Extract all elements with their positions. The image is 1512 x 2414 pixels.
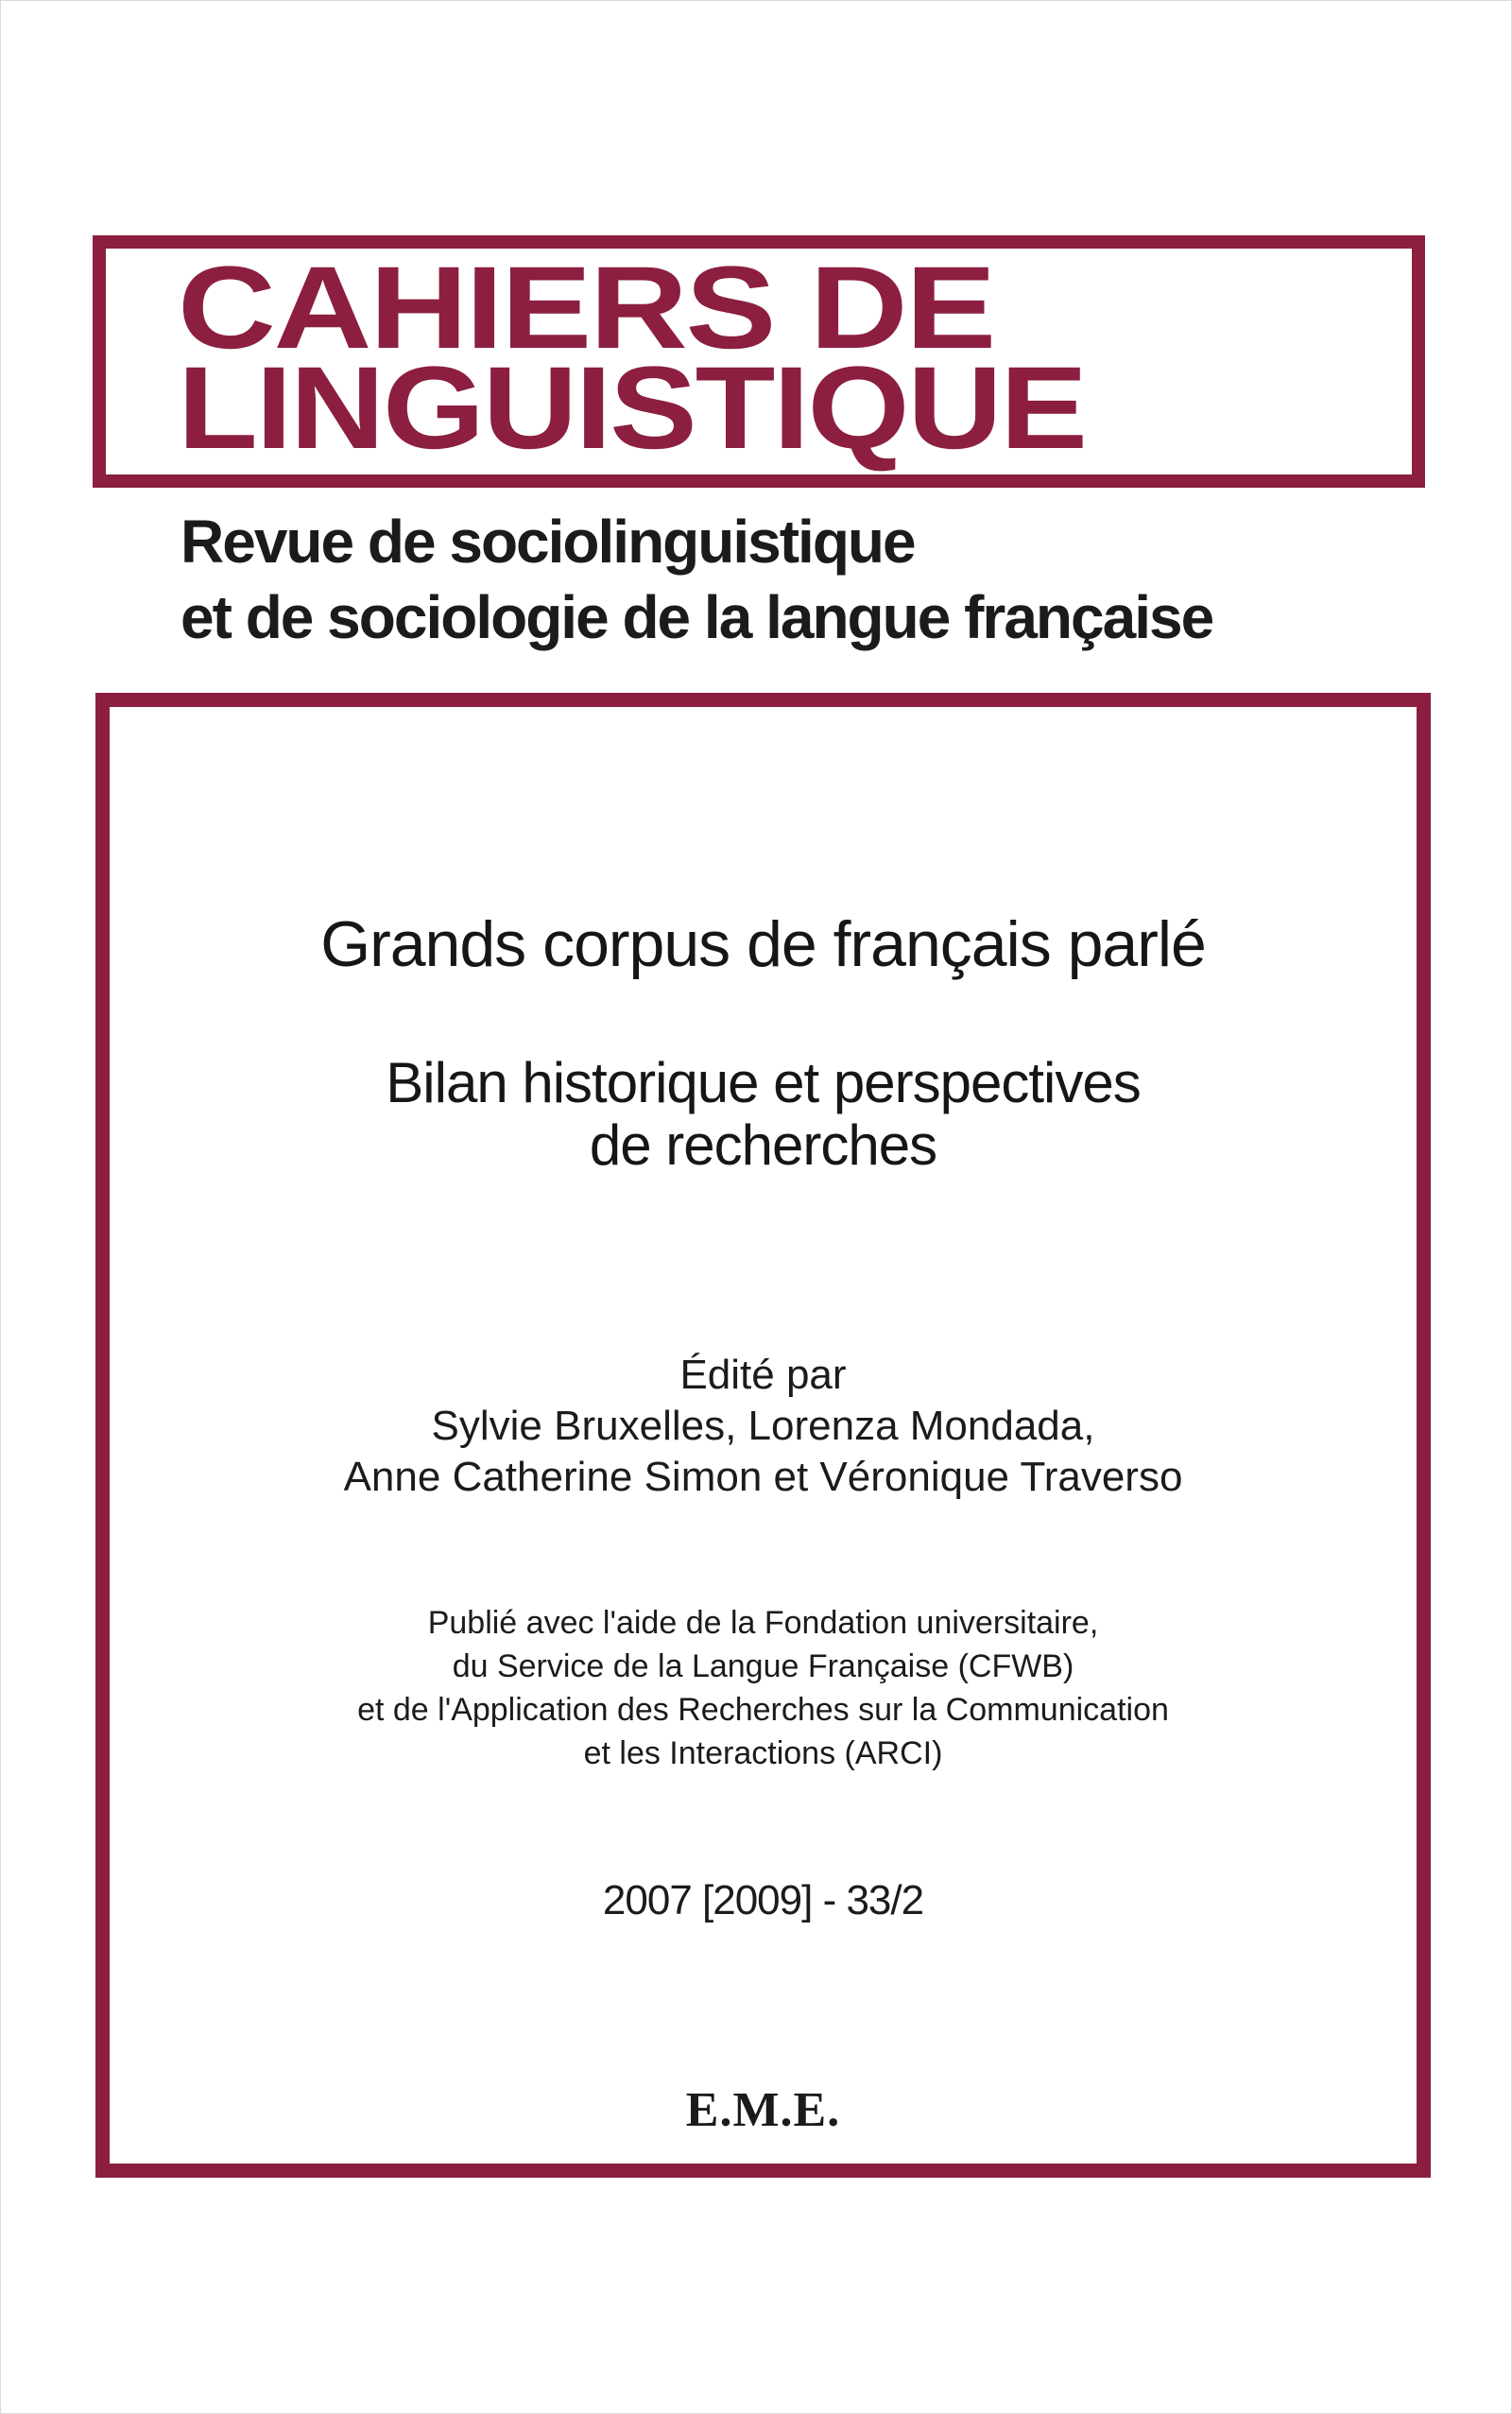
acknowledgement-line1: Publié avec l'aide de la Fondation universitaire,: [427, 1605, 1099, 1641]
issue-subtitle-line1: Bilan historique et perspectives: [386, 1051, 1141, 1114]
journal-subtitle-line1: Revue de sociolinguistique: [180, 508, 915, 576]
journal-title-line1: CAHIERS DE: [178, 243, 994, 373]
masthead-box: [93, 235, 1425, 488]
acknowledgement-line3: et de l'Application des Recherches sur la Communication: [357, 1692, 1169, 1728]
journal-title-line2: LINGUISTIQUE: [178, 343, 1086, 474]
acknowledgement-block: [110, 1601, 1417, 1775]
editors-block: [110, 1350, 1417, 1503]
journal-subtitle: [180, 504, 1212, 655]
journal-subtitle-line2: et de sociologie de la langue française: [180, 583, 1213, 651]
editors-line2: Anne Catherine Simon et Véronique Traverso: [343, 1454, 1183, 1500]
acknowledgement-line2: du Service de la Langue Française (CFWB): [452, 1648, 1074, 1684]
issue-box: [95, 693, 1431, 2178]
issue-number: 2007 [2009] - 33/2: [602, 1877, 924, 1923]
publisher-mark: E.M.E.: [685, 2083, 841, 2137]
editors-line1: Sylvie Bruxelles, Lorenza Mondada,: [431, 1403, 1095, 1449]
issue-title: Grands corpus de français parlé: [320, 908, 1206, 980]
acknowledgement-line4: et les Interactions (ARCI): [583, 1735, 943, 1771]
issue-subtitle-line2: de recherches: [589, 1113, 937, 1177]
edited-by-label: Édité par: [679, 1352, 847, 1398]
issue-subtitle: [110, 1052, 1417, 1177]
journal-title: [178, 243, 1086, 474]
